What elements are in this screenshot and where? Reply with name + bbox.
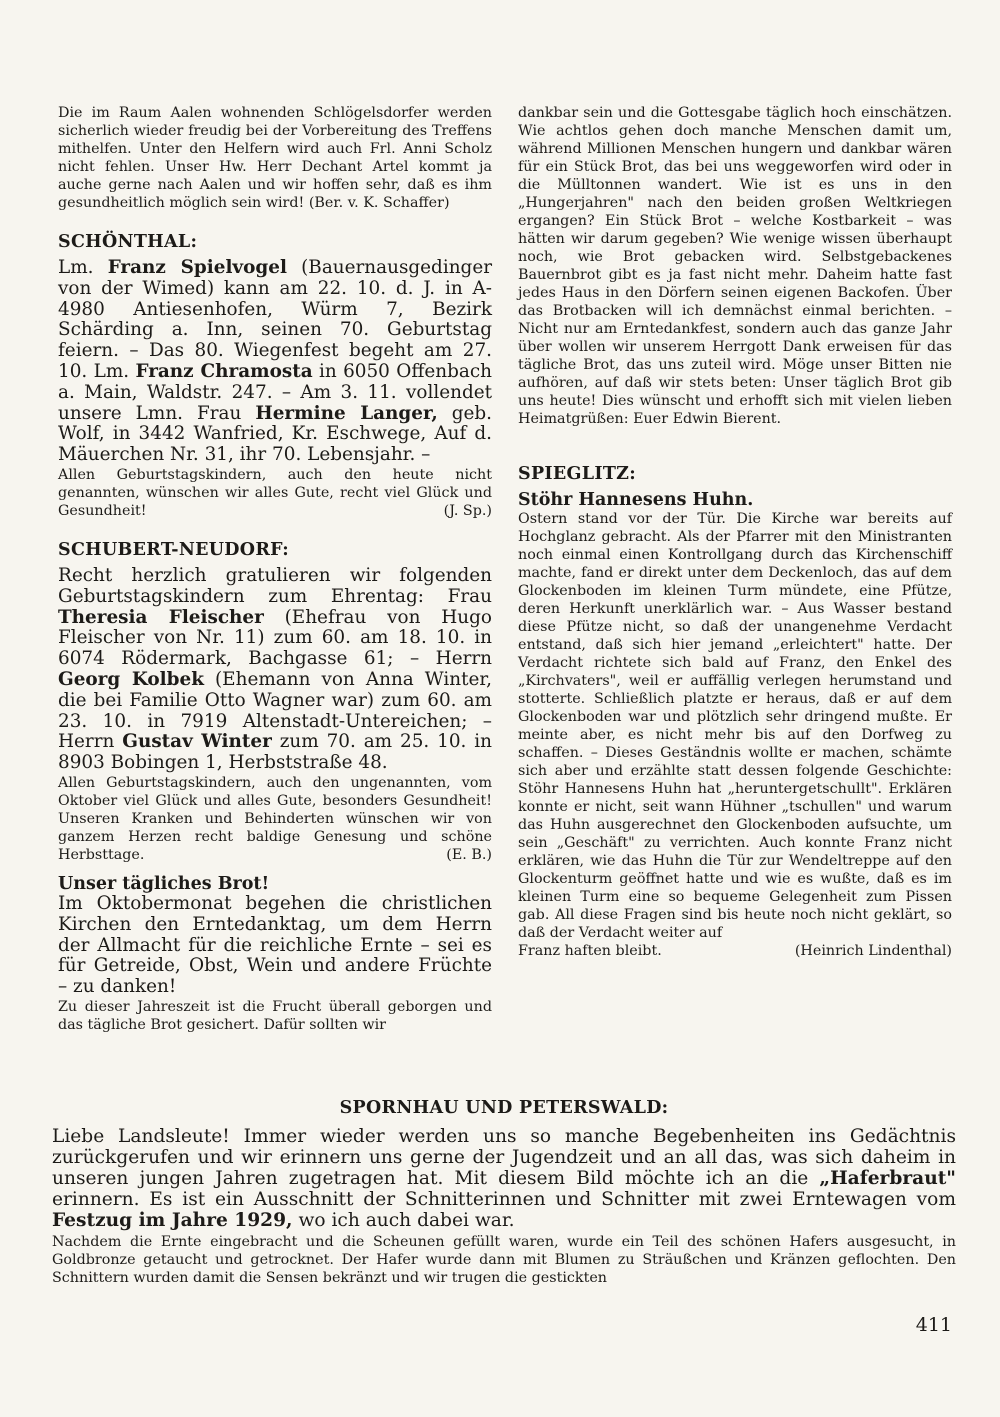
brot-small: Zu dieser Jahreszeit ist die Frucht überall geborgen und das tägliche Brot gesichert. Dafür sollten wir — [58, 998, 492, 1033]
schubert-paragraph: Recht herzlich gratulieren wir folgenden Geburtstagskindern zum Ehrentag: Frau Theresia Fleischer (Ehefrau von Hugo Fleischer von Nr. 11) zum 60. am 18. 10. in 6074 Rödermark, Bachgasse 61; – Herrn Georg Kolbek (Ehemann von Anna Winter, die bei Familie Otto Wagner war) zum 60. am 23. 10. in 7919 Altenstadt-Untereichen; – Herrn Gustav Winter zum 70. am 25. 10. in 8903 Bobingen 1, Herbststraße 48. — [58, 564, 493, 774]
spornhau-heading: SPORNHAU UND PETERSWALD: — [339, 1098, 669, 1118]
left-column — [58, 104, 492, 1034]
intro-paragraph: Die im Raum Aalen wohnenden Schlögelsdorfer werden sicherlich wieder freudig bei der Vorbereitung des Treffens mithelfen. Unter den Helfern wird auch Frl. Anni Scholz nicht fehlen. Unser Hw. Herr Dechant Artel kommt ja auche gerne nach Aalen und wir hoffen sehr, daß es ihm gesundheitlich möglich sein wird! (Ber. v. K. Schaffer) — [58, 105, 492, 211]
spornhau-section — [52, 1098, 956, 1287]
brot-intro: Im Oktobermonat begehen die christlichen Kirchen den Erntedanktag, um dem Herrn der Allmacht für die reichliche Ernte – sei es für Getreide, Obst, Wein und andere Früchte – zu danken! — [58, 892, 492, 998]
schubert-heading: SCHUBERT-NEUDORF: — [58, 539, 290, 560]
spieglitz-subheading: Stöhr Hannesens Huhn. — [518, 490, 754, 510]
spieglitz-story: Ostern stand vor der Tür. Die Kirche war bereits auf Hochglanz gebracht. Als der Pfarrer mit den Ministranten noch einmal einen Kontrollgang durch das Kirchenschiff machte, fand er direkt unter dem Deckenloch, das auf dem Glockenboden im kleinen Turm mündete, eine Pfütze, deren Herkunft unerklärlich war. – Aus Wasser bestand diese Pfütze nicht, so daß der unangenehme Verdacht entstand, daß sich hier jemand „erleichtert" hatte. Der Verdacht richtete sich bald auf Franz, den Enkel des „Kirchvaters", weil er auffällig verlegen herumstand und stotterte. Schließlich platzte er heraus, daß er auf dem Glockenboden war und plötzlich sehr dringend mußte. Er meinte aber, es nicht mehr bis auf den Dorfweg zu schaffen. – Dieses Geständnis wollte er machen, schämte sich aber und erzählte statt dessen folgende Geschichte: Stöhr Hannesens Huhn hat „heruntergetschullt". Erklären konnte er nicht, seit wann Hühner „tschullen" und warum das Huhn ausgerechnet den Glockenboden aufsuchte, um sein „Geschäft" zu verrichten. Auch konnte Franz nicht erklären, wie das Huhn die Tür zur Wendeltreppe auf den Glockenturm geöffnet hatte und wie es wußte, daß es im kleinen Turm eine so bequeme Gelegenheit zum Pissen gab. All diese Fragen sind bis heute noch nicht geklärt, so daß der Verdacht weiter auf — [518, 511, 952, 941]
schoenthal-paragraph: Lm. Franz Spielvogel (Bauernausgedinger von der Wimed) kann am 22. 10. d. J. in A-4980 Antiesenhofen, Würm 7, Bezirk Schärding a. Inn, seinen 70. Geburtstag feiern. – Das 80. Wiegenfest begeht am 27. 10. Lm. Franz Chramosta in 6050 Offenbach a. Main, Waldstr. 247. – Am 3. 11. vollendet unsere Lmn. Frau Hermine Langer, geb. Wolf, in 3442 Wanfried, Kr. Eschwege, Auf d. Mäuerchen Nr. 31, ihr 70. Lebensjahr. – — [58, 257, 493, 466]
spieglitz-signature: (Heinrich Lindenthal) — [794, 943, 952, 959]
schubert-wishes: Allen Geburtstagskindern, auch den ungenannten, vom Oktober viel Glück und alles Gute, besonders Gesundheit! Unseren Kranken und Behinderten wünschen wir von ganzem Herzen recht baldige Genesung und schöne Herbsttage. — [58, 774, 492, 863]
schoenthal-wishes: Allen Geburtstagskindern, auch den heute nicht genannten, wünschen wir alles Gute, recht viel Glück und Gesundheit! — [58, 466, 492, 519]
brot-continuation: dankbar sein und die Gottesgabe täglich hoch einschätzen. Wie achtlos gehen doch manche Menschen damit um, während Millionen Menschen hungern und dankbar wären für ein Stück Brot, das bei uns weggeworfen wird oder in die Mülltonnen wandert. Wie ist es uns in den „Hungerjahren" nach den beiden großen Weltkriegen ergangen? Ein Stück Brot – welche Kostbarkeit – was hätten wir darum gegeben? Wie wenige wissen überhaupt noch, wie Brot gebacken wird. Selbstgebackenes Bauernbrot gibt es ja fast nicht mehr. Daheim hatte fast jedes Haus in den Dörfern seinen eigenen Backofen. Über das Brotbacken will ich demnächst einmal berichten. – Nicht nur am Erntedankfest, sondern auch das ganze Jahr über wollen wir unserem Herrgott Dank erweisen für das tägliche Brot, das uns zuteil wird. Möge unser Bitten nie aufhören, auf daß wir stets beten: Unser täglich Brot gib uns heute! Dies wünscht und erhofft sich mit vielen lieben Heimatgrüßen: Euer Edwin Bierent. — [518, 105, 952, 427]
brot-heading: Unser tägliches Brot! — [58, 873, 270, 894]
right-column — [518, 104, 952, 960]
schoenthal-heading: SCHÖNTHAL: — [58, 232, 198, 252]
schubert-signature: (E. B.) — [446, 846, 492, 863]
schoenthal-signature: (J. Sp.) — [443, 502, 492, 519]
spieglitz-last-row — [518, 942, 952, 960]
spornhau-paragraph: Liebe Landsleute! Immer wieder werden uns so manche Begebenheiten ins Gedächtnis zurückgerufen und wir erinnern uns gerne der Jugendzeit und an all das, was sich daheim in unseren jungen Jahren zugetragen hat. Mit diesem Bild möchte ich an die „Haferbraut" erinnern. Es ist ein Ausschnitt der Schnitterinnen und Schnitter mit zwei Erntewagen vom Festzug im Jahre 1929, wo ich auch dabei war. — [52, 1126, 956, 1231]
page-number: 411 — [915, 1314, 952, 1336]
spieglitz-last-line: Franz haften bleibt. — [518, 943, 662, 959]
spieglitz-heading: SPIEGLITZ: — [518, 464, 637, 484]
spornhau-small: Nachdem die Ernte eingebracht und die Scheunen gefüllt waren, wurde ein Teil des schönen Hafers ausgesucht, in Goldbronze getaucht und getrocknet. Der Hafer wurde dann mit Blumen zu Sträußchen und Kränzen geflochten. Den Schnittern wurden damit die Sensen bekränzt und wir trugen die gestickten — [52, 1234, 956, 1286]
